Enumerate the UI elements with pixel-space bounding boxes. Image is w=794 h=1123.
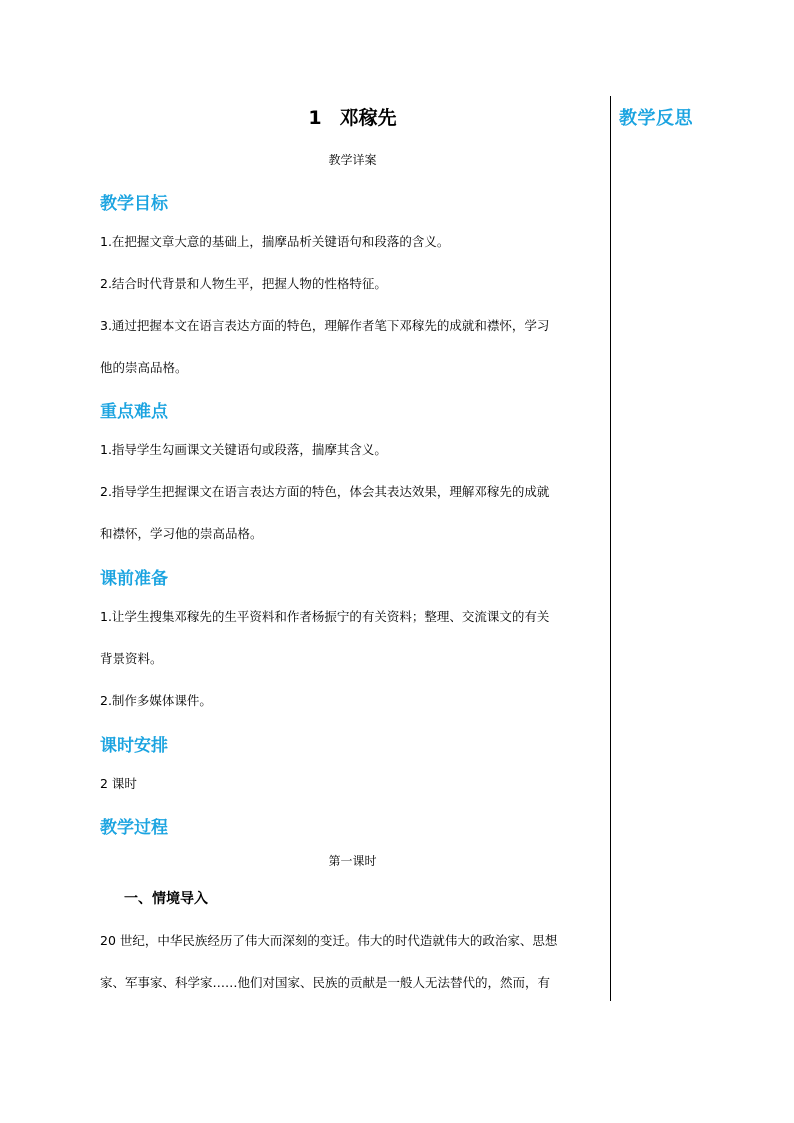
paragraph-line: 20 世纪，中华民族经历了伟大而深刻的变迁。伟大的时代造就伟大的政治家、思想	[100, 933, 558, 948]
goal-item: 2.结合时代背景和人物生平，把握人物的性格特征。	[100, 276, 387, 291]
goal-item: 3.通过把握本文在语言表达方面的特色，理解作者笔下邓稼先的成就和襟怀，学习	[100, 318, 550, 333]
column-divider	[610, 96, 611, 1001]
preparation-item: 2.制作多媒体课件。	[100, 693, 212, 708]
section-heading-schedule: 课时安排	[100, 736, 168, 756]
section-heading-preparation: 课前准备	[100, 569, 168, 589]
lesson-number: 1	[308, 107, 322, 129]
preparation-item-continued: 背景资料。	[100, 651, 163, 666]
key-point-item: 1.指导学生勾画课文关键语句或段落，揣摩其含义。	[100, 442, 387, 457]
lesson-title: 邓稼先	[339, 107, 397, 129]
schedule-text: 2 课时	[100, 776, 137, 791]
section-heading-key-points: 重点难点	[100, 402, 168, 422]
paragraph-line: 家、军事家、科学家……他们对国家、民族的贡献是一般人无法替代的，然而，有	[100, 975, 551, 990]
step-heading: 一、情境导入	[124, 891, 208, 907]
key-point-item: 2.指导学生把握课文在语言表达方面的特色，体会其表达效果，理解邓稼先的成就	[100, 484, 550, 499]
section-heading-goals: 教学目标	[100, 194, 168, 214]
lesson-period-label: 第一课时	[328, 854, 377, 868]
key-point-item-continued: 和襟怀，学习他的崇高品格。	[100, 526, 263, 541]
goal-item: 1.在把握文章大意的基础上，揣摩品析关键语句和段落的含义。	[100, 234, 450, 249]
goal-item-continued: 他的崇高品格。	[100, 360, 188, 375]
section-heading-process: 教学过程	[100, 818, 168, 838]
preparation-item: 1.让学生搜集邓稼先的生平资料和作者杨振宁的有关资料；整理、交流课文的有关	[100, 609, 550, 624]
reflection-heading: 教学反思	[619, 108, 693, 129]
page-subtitle: 教学详案	[328, 153, 377, 167]
page-title	[100, 103, 605, 130]
